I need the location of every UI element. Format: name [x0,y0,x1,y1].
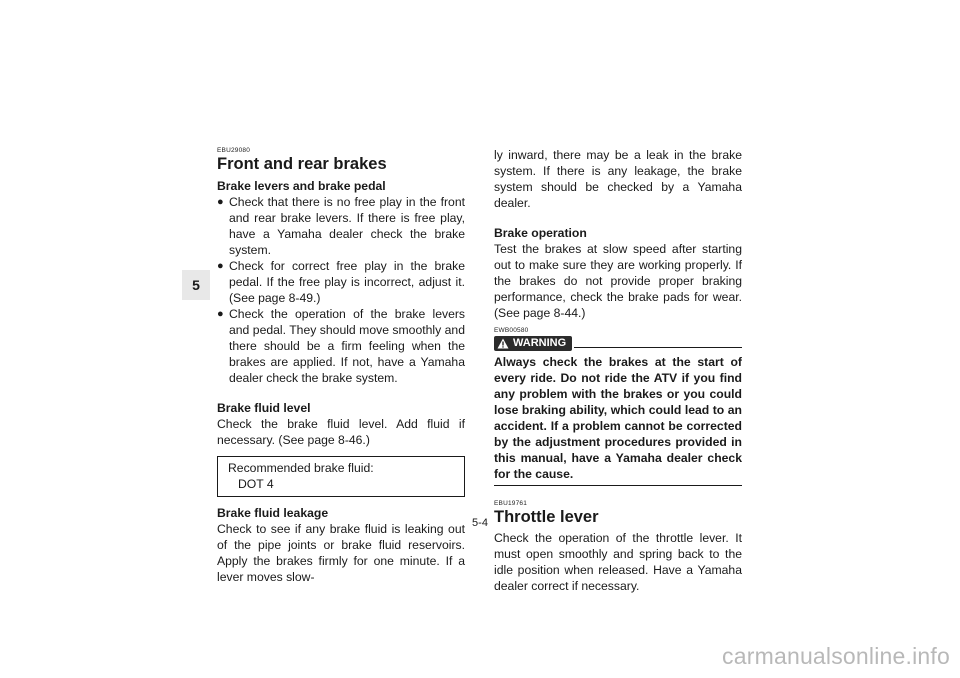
list-item: ● Check the operation of the brake levers and pedal. They should move smoothly and there should be a firm feeling when the brakes are applied. If not, have a Yamaha dealer check the brake system. [217,307,465,385]
warning-header [494,336,742,351]
right-column [494,147,742,594]
fluid-box-value: DOT 4 [238,477,274,491]
subheading-operation: Brake operation [494,226,587,240]
section-title-throttle: Throttle lever [494,508,599,526]
brake-lever-checklist [217,194,465,386]
fluid-box-label: Recommended brake fluid: [228,461,374,475]
left-column [217,147,465,585]
list-item: ● Check for correct free play in the brake pedal. If the free play is incorrect, adjust it. (See page 8-49.) [217,259,465,305]
page-number: 5-4 [472,517,488,529]
warning-code: EWB00580 [494,327,529,334]
warning-badge [494,336,572,351]
operation-text: Test the brakes at slow speed after starting out to make sure they are working properly. If the brakes do not provide proper braking performance, check the brake pads for wear. (See page 8-44.) [494,242,742,320]
subheading-levers: Brake levers and brake pedal [217,179,386,193]
list-item: ● Check that there is no free play in the front and rear brake levers. If there is free play, have a Yamaha dealer check the brake system. [217,195,465,257]
warning-triangle-icon [497,338,509,349]
leakage-text-continued: ly inward, there may be a leak in the brake system. If there is any leakage, the brake system should be checked by a Yamaha dealer. [494,148,742,210]
bullet-icon: ● [217,308,224,320]
throttle-text: Check the operation of the throttle lever. It must open smoothly and spring back to the idle position when released. Have a Yamaha dealer correct if necessary. [494,531,742,593]
recommended-fluid-box [217,456,465,497]
subheading-fluid-level: Brake fluid level [217,401,311,415]
warning-text: Always check the brakes at the start of every ride. Do not ride the ATV if you find any problem with the brakes or you could lose braking ability, which could lead to an accident. If a problem cannot be corrected by the adjustment procedures provided in this manual, have a Yamaha dealer check for the cause. [494,355,742,481]
leakage-text: Check to see if any brake fluid is leaking out of the pipe joints or brake fluid reservoirs. Apply the brakes firmly for one minute. If a lever moves slow- [217,522,465,584]
bullet-icon: ● [217,260,224,272]
chapter-tab: 5 [182,270,210,300]
warning-rule [574,347,742,348]
throttle-code: EBU19761 [494,500,528,507]
subheading-leakage: Brake fluid leakage [217,506,329,520]
section-title-brakes: Front and rear brakes [217,155,387,173]
warning-label: WARNING [513,337,567,349]
fluid-level-text: Check the brake fluid level. Add fluid if necessary. (See page 8-46.) [217,417,465,447]
bullet-icon: ● [217,196,224,208]
section-code: EBU29080 [217,147,251,154]
watermark: carmanualsonline.info [722,643,950,669]
